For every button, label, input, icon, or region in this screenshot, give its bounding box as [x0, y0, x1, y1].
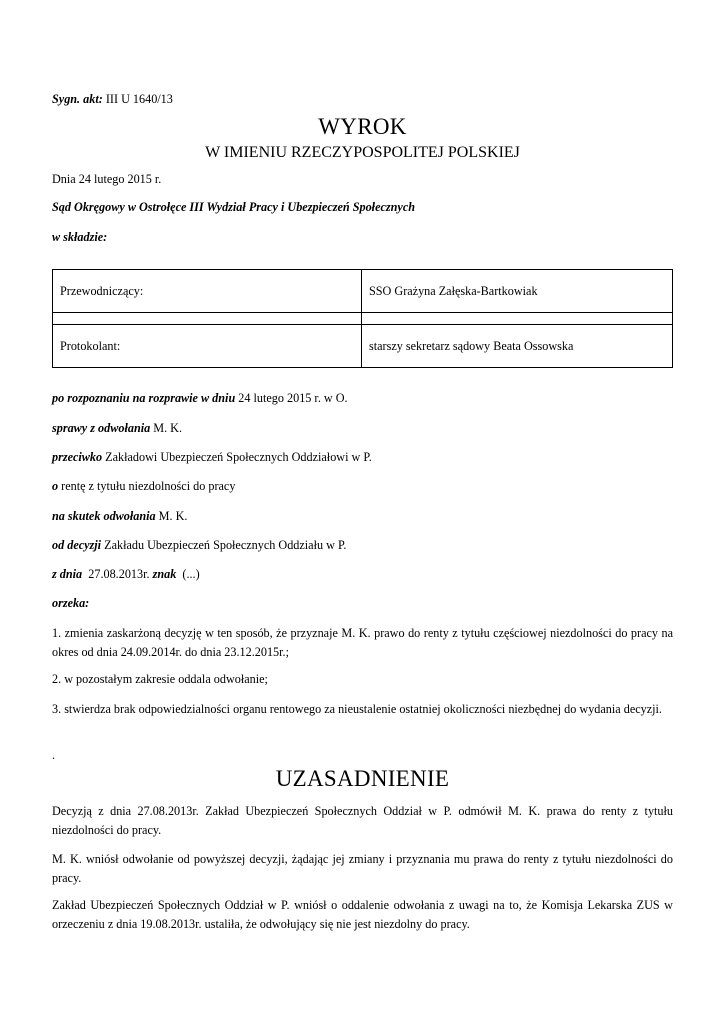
case-signature-value: III U 1640/13: [105, 92, 173, 106]
decision-sign-label: znak: [152, 567, 177, 581]
respondent-text: Zakładowi Ubezpieczeń Społecznych Oddziałowi w P.: [102, 450, 372, 464]
panel-name: [362, 313, 673, 325]
case-signature-label: Sygn. akt:: [52, 92, 103, 106]
separator-dot: .: [52, 748, 56, 762]
judgment-date: Dnia 24 lutego 2015 r.: [52, 172, 162, 186]
decision-date-line: [52, 567, 200, 582]
document-title: WYROK: [318, 114, 407, 139]
appellant-label: sprawy z odwołania: [52, 421, 151, 435]
appellant-line: [52, 421, 182, 436]
hearing-line: [52, 391, 348, 406]
respondent-line: [52, 450, 372, 465]
ruling-item: 1. zmienia zaskarżoną decyzję w ten sposób, że przyznaje M. K. prawo do renty z tytułu częściowej niezdolności do pracy na okres od dnia 24.09.2014r. do dnia 23.12.2015r.;: [52, 626, 673, 659]
panel-name: starszy sekretarz sądowy Beata Ossowska: [362, 325, 673, 368]
decision-text: Zakładu Ubezpieczeń Społecznych Oddziału w P.: [101, 538, 347, 552]
case-signature: [52, 92, 173, 107]
appeal-label: na skutek odwołania: [52, 509, 156, 523]
appeal-text: M. K.: [155, 509, 188, 523]
court-name: Sąd Okręgowy w Ostrołęce III Wydział Pracy i Ubezpieczeń Społecznych: [52, 200, 416, 214]
hearing-label: po rozpoznaniu na rozprawie w dniu: [52, 391, 236, 405]
appeal-line: [52, 509, 187, 524]
justification-paragraph: Decyzją z dnia 27.08.2013r. Zakład Ubezpieczeń Społecznych Oddział w P. odmówił M. K. prawa do renty z tytułu niezdolności do pracy.: [52, 804, 673, 837]
panel-role: [53, 313, 362, 325]
panel-row-empty: [53, 313, 673, 325]
subject-label: o: [52, 479, 59, 493]
ruling-item: 2. w pozostałym zakresie oddala odwołanie;: [52, 672, 268, 686]
panel-table: [52, 269, 673, 368]
panel-row: [53, 325, 673, 368]
hearing-text: 24 lutego 2015 r. w O.: [235, 391, 348, 405]
decision-label: od decyzji: [52, 538, 102, 552]
subject-text: rentę z tytułu niezdolności do pracy: [58, 479, 236, 493]
ruling-label: orzeka:: [52, 596, 90, 610]
panel-role: Protokolant:: [53, 325, 362, 368]
decision-date-label: z dnia: [52, 567, 83, 581]
panel-name: SSO Grażyna Załęska-Bartkowiak: [362, 270, 673, 313]
appellant-text: M. K.: [150, 421, 183, 435]
justification-paragraph: Zakład Ubezpieczeń Społecznych Oddział w P. wniósł o oddalenie odwołania z uwagi na to, że Komisja Lekarska ZUS w orzeczeniu z dnia 19.08.2013r. ustaliła, że odwołujący się nie jest niezdolny do pracy.: [52, 898, 673, 931]
panel-row: [53, 270, 673, 313]
ruling-item: 3. stwierdza brak odpowiedzialności organu rentowego za nieustalenie ostatniej okoliczności niezbędnej do wydania decyzji.: [52, 702, 662, 716]
composition-label: w składzie:: [52, 230, 108, 244]
respondent-label: przeciwko: [52, 450, 103, 464]
decision-sign-value: (...): [182, 567, 200, 581]
decision-line: [52, 538, 346, 553]
decision-date-value: 27.08.2013r.: [88, 567, 150, 581]
panel-role: Przewodniczący:: [53, 270, 362, 313]
document-subtitle: W IMIENIU RZECZYPOSPOLITEJ POLSKIEJ: [205, 144, 520, 161]
justification-title: UZASADNIENIE: [275, 766, 450, 791]
justification-paragraph: M. K. wniósł odwołanie od powyższej decyzji, żądając jej zmiany i przyznania mu prawa do renty z tytułu niezdolności do pracy.: [52, 852, 673, 885]
subject-line: [52, 479, 235, 494]
